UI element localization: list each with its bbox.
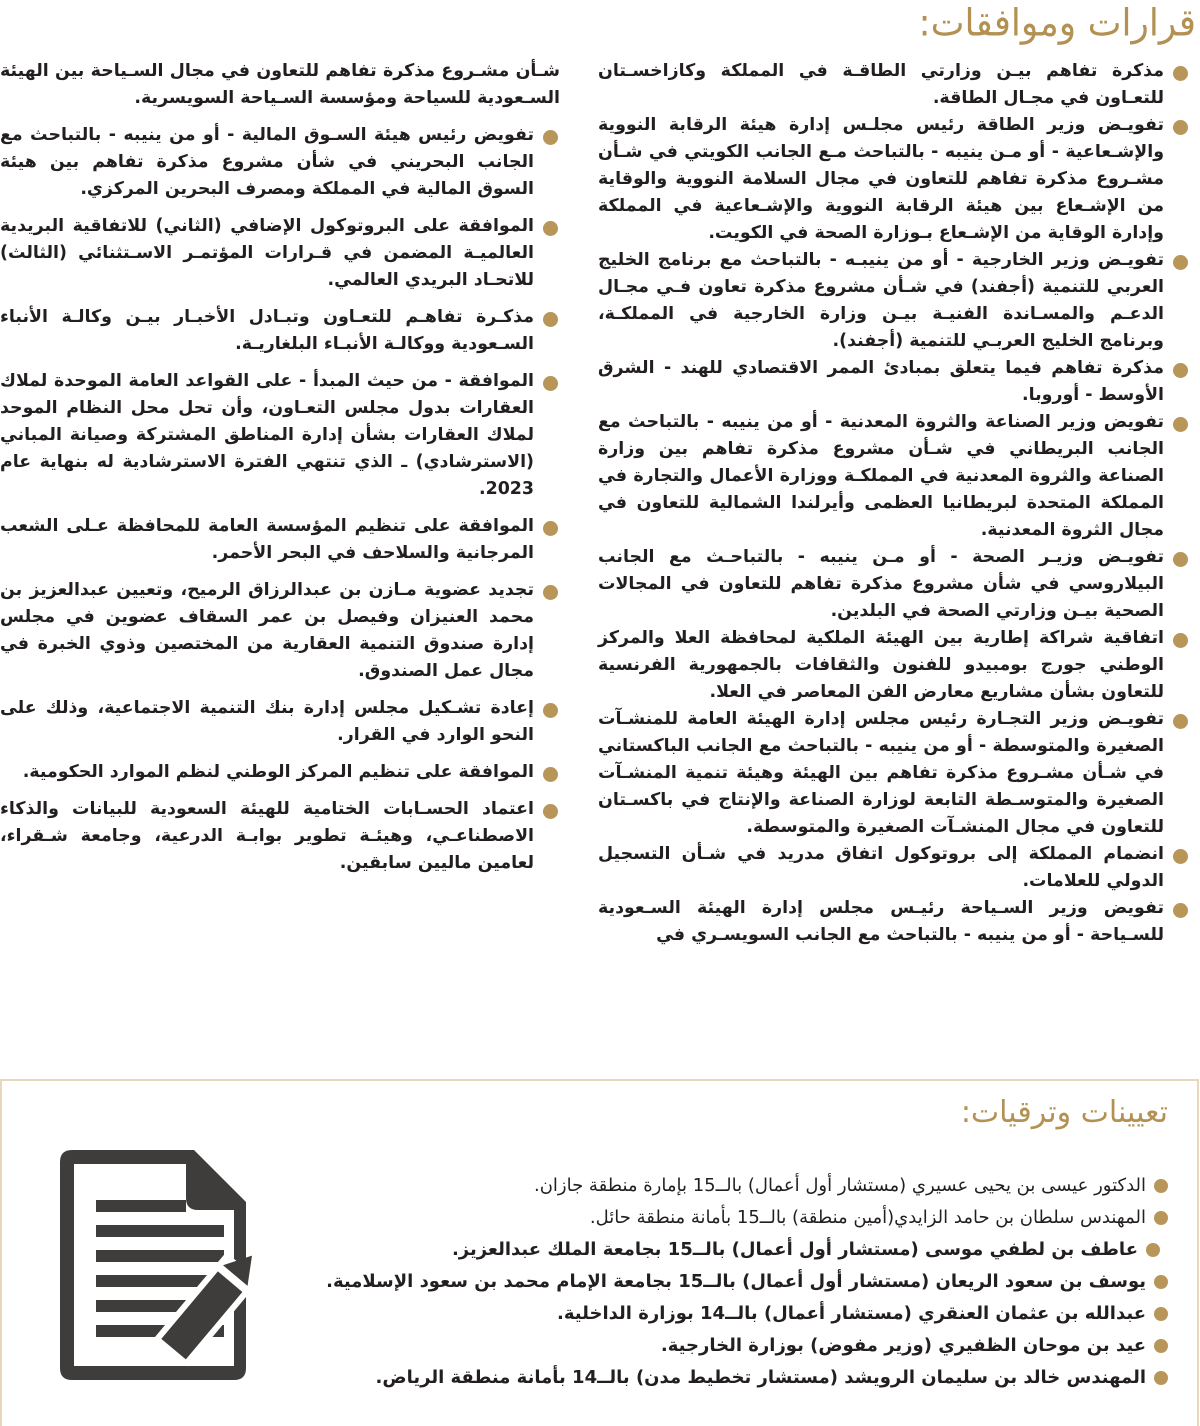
appointments-list bbox=[326, 1170, 1168, 1394]
bullet-icon bbox=[1173, 714, 1188, 729]
decision-item bbox=[598, 58, 1190, 112]
bullet-icon bbox=[543, 521, 558, 536]
bullet-icon bbox=[543, 585, 558, 600]
bullet-icon bbox=[1154, 1307, 1168, 1321]
bullet-icon bbox=[543, 767, 558, 782]
decision-text: تفويـض وزيـر الصحة - أو مـن ينيبه - بالتباحـث مع الجانب البيلاروسي في شأن مشروع مذكرة تفاهم للتعاون في المجالات الصحية بيـن وزارتي الصحة في البلدين. bbox=[598, 547, 1164, 621]
bullet-icon bbox=[1173, 417, 1188, 432]
decision-text: الموافقة - من حيث المبدأ - على القواعد العامة الموحدة لملاك العقارات بدول مجلس التعـاون، وأن تحل محل النظام الموحد لملاك العقارات بشأن إدارة المناطق المشتركة وصيانة المباني (الاسترشادي) ـ الذي تنتهي الفترة الاسترشادية له بنهاية عام 2023. bbox=[0, 371, 534, 499]
decision-text: شـأن مشـروع مذكرة تفاهم للتعاون في مجال السـياحة بين الهيئة السـعودية للسياحة ومؤسسة السـياحة السويسرية. bbox=[0, 61, 560, 108]
decision-text: تجديد عضوية مـازن بن عبدالرزاق الرميح، وتعيين عبدالعزيز بن محمد العنيزان وفيصل بن عمر السقاف عضوين في مجلس إدارة صندوق التنمية العقارية من المختصين وذوي الخبرة في مجال عمل الصندوق. bbox=[0, 580, 534, 681]
decision-item bbox=[0, 304, 560, 358]
bullet-icon bbox=[1154, 1211, 1168, 1225]
bullet-icon bbox=[1173, 552, 1188, 567]
bullet-icon bbox=[543, 130, 558, 145]
decision-text: الموافقة على البروتوكول الإضافي (الثاني) للاتفاقية البريدية العالميـة المضمن في قـرارات المؤتمـر الاسـتثنائي (الثالث) للاتحـاد البريدي العالمي. bbox=[0, 216, 534, 290]
decisions-title: قرارات وموافقات: bbox=[918, 1, 1196, 46]
bullet-icon bbox=[1146, 1243, 1160, 1257]
bullet-icon bbox=[543, 312, 558, 327]
appointment-item bbox=[348, 1362, 1168, 1394]
document-with-pencil-icon bbox=[58, 1150, 258, 1390]
appointment-text: المهندس خالد بن سليمان الرويشد (مستشار تخطيط مدن) بالــ14 بأمانة منطقة الرياض. bbox=[375, 1367, 1146, 1388]
bullet-icon bbox=[1154, 1179, 1168, 1193]
decision-item bbox=[598, 895, 1190, 949]
decision-item bbox=[598, 841, 1190, 895]
bullet-icon bbox=[1154, 1275, 1168, 1289]
decision-item bbox=[0, 796, 560, 877]
appointment-item bbox=[348, 1202, 1168, 1234]
decision-item bbox=[598, 544, 1190, 625]
appointment-text: الدكتور عيسى بن يحيى عسيري (مستشار أول أعمال) بالــ15 بإمارة منطقة جازان. bbox=[533, 1175, 1146, 1196]
decision-text: الموافقة على تنظيم المؤسسة العامة للمحافظة عـلى الشعب المرجانية والسلاحف في البحر الأحمر. bbox=[0, 516, 534, 563]
bullet-icon bbox=[1173, 633, 1188, 648]
decision-item bbox=[598, 112, 1190, 247]
decision-text: تفويـض وزير الخارجية - أو من ينيبـه - بالتباحث مع برنامج الخليج العربي للتنمية (أجفند) في شـأن مشروع مذكرة تعاون فـي مجـال الدعـم والمسـاندة الفنيـة بيـن وزارة الخارجية في المملكـة، وبرنامج الخليج العربـي للتنمية (أجفند). bbox=[598, 250, 1164, 351]
decision-item bbox=[0, 759, 560, 786]
bullet-icon bbox=[1173, 849, 1188, 864]
bullet-icon bbox=[1154, 1339, 1168, 1353]
decision-text: تفويض رئيس هيئة السـوق المالية - أو من ينيبه - بالتباحث مع الجانب البحريني في شأن مشروع مذكرة تفاهم بين هيئة السوق المالية في المملكة ومصرف البحرين المركزي. bbox=[0, 125, 534, 199]
decision-text: مذكرة تفاهم بيـن وزارتي الطاقـة في المملكة وكازاخسـتان للتعـاون في مجـال الطاقة. bbox=[598, 61, 1164, 108]
appointment-item bbox=[348, 1170, 1168, 1202]
appointment-item bbox=[348, 1298, 1168, 1330]
decision-item bbox=[0, 213, 560, 294]
bullet-icon bbox=[543, 221, 558, 236]
decision-text: تفويـض وزير الطاقة رئيس مجلـس إدارة هيئة الرقابة النووية والإشـعاعية - أو مـن ينيبه - بالتباحث مـع الجانب الكويتي في شـأن مشـروع مذكرة تفاهم للتعاون في مجال السلامة النووية والوقاية من الإشـعاع بين هيئة الرقابة النووية والإشـعاعية في المملكة وإدارة الوقاية من الإشـعاع بـوزارة الصحة في الكويت. bbox=[598, 115, 1164, 243]
decision-item bbox=[598, 409, 1190, 544]
decision-item bbox=[0, 513, 560, 567]
decision-item bbox=[0, 695, 560, 749]
decision-text: تفويض وزير الصناعة والثروة المعدنية - أو من ينيبه - بالتباحث مع الجانب البريطاني في شـأن مشروع مذكرة تفاهم بين وزارة الصناعة والثروة المعدنية في المملكـة ووزارة الأعمال والتجارة في المملكة المتحدة لبريطانيا العظمى وأيرلندا الشمالية للتعاون في مجال الثروة المعدنية. bbox=[598, 412, 1164, 540]
decision-text: مذكـرة تفاهـم للتعـاون وتبـادل الأخبـار بيـن وكالـة الأنباء السـعودية ووكالـة الأنبـاء البلغاريـة. bbox=[0, 307, 534, 354]
decision-item bbox=[0, 122, 560, 203]
decision-item bbox=[598, 625, 1190, 706]
decisions-right-column bbox=[598, 58, 1190, 949]
decision-item bbox=[598, 247, 1190, 355]
bullet-icon bbox=[1173, 903, 1188, 918]
decision-text: الموافقة على تنظيم المركز الوطني لنظم الموارد الحكومية. bbox=[22, 762, 534, 782]
appointment-item bbox=[326, 1266, 1168, 1298]
decision-item bbox=[0, 577, 560, 685]
appointment-text: يوسف بن سعود الريعان (مستشار أول أعمال) بالــ15 بجامعة الإمام محمد بن سعود الإسلامية. bbox=[326, 1271, 1146, 1292]
decision-item bbox=[0, 368, 560, 503]
appointments-title: تعيينات وترقيات: bbox=[960, 1095, 1168, 1130]
decision-text: تفويـض وزير التجـارة رئيس مجلس إدارة الهيئة العامة للمنشـآت الصغيرة والمتوسطة - أو من ينيبه - بالتباحث مع الجانب الباكستاني في شـأن مشـروع مذكرة تفاهم بين الهيئة وهيئة تنمية المنشـآت الصغيرة والمتوسـطة التابعة لوزارة الصناعة والإنتاج في باكسـتان للتعاون في مجال المنشـآت الصغيرة والمتوسطة. bbox=[598, 709, 1164, 837]
decision-item-continued bbox=[0, 58, 560, 112]
decision-text: اتفاقية شراكة إطارية بين الهيئة الملكية لمحافظة العلا والمركز الوطني جورج بومبيدو للفنون والثقافات بالجمهورية الفرنسية للتعاون بشأن مشاريع معارض الفن المعاصر في العلا. bbox=[598, 628, 1164, 702]
appointment-text: عبدالله بن عثمان العنقري (مستشار أعمال) بالــ14 بوزارة الداخلية. bbox=[557, 1303, 1146, 1324]
decision-text: انضمام المملكة إلى بروتوكول اتفاق مدريد في شـأن التسجيل الدولي للعلامات. bbox=[598, 844, 1164, 891]
bullet-icon bbox=[1154, 1371, 1168, 1385]
decision-text: اعتماد الحسـابات الختامية للهيئة السعودية للبيانات والذكاء الاصطناعـي، وهيئـة تطوير بوابـة الدرعية، وجامعة شـقراء، لعامين ماليين سابقين. bbox=[0, 799, 534, 873]
decision-text: تفويض وزير السـياحة رئيـس مجلس إدارة الهيئة السـعودية للسـياحة - أو من ينيبه - بالتباحث مع الجانب السويسـري في bbox=[598, 898, 1164, 945]
appointment-text: المهندس سلطان بن حامد الزايدي(أمين منطقة) بالــ15 بأمانة منطقة حائل. bbox=[589, 1207, 1146, 1228]
appointment-item bbox=[348, 1234, 1168, 1266]
appointment-text: عيد بن موحان الظفيري (وزير مفوض) بوزارة الخارجية. bbox=[660, 1335, 1146, 1356]
bullet-icon bbox=[543, 804, 558, 819]
decision-item bbox=[598, 355, 1190, 409]
bullet-icon bbox=[1173, 66, 1188, 81]
bullet-icon bbox=[543, 703, 558, 718]
decision-item bbox=[598, 706, 1190, 841]
appointment-item bbox=[348, 1330, 1168, 1362]
decision-text: إعادة تشـكيل مجلس إدارة بنك التنمية الاجتماعية، وذلك على النحو الوارد في القرار. bbox=[0, 698, 534, 745]
bullet-icon bbox=[1173, 363, 1188, 378]
bullet-icon bbox=[1173, 120, 1188, 135]
decisions-left-column bbox=[0, 58, 560, 887]
bullet-icon bbox=[543, 376, 558, 391]
bullet-icon bbox=[1173, 255, 1188, 270]
appointment-text: عاطف بن لطفي موسى (مستشار أول أعمال) بالــ15 بجامعة الملك عبدالعزيز. bbox=[451, 1239, 1138, 1260]
decision-text: مذكرة تفاهم فيما يتعلق بمبادئ الممر الاقتصادي للهند - الشرق الأوسط - أوروبا. bbox=[598, 358, 1164, 405]
